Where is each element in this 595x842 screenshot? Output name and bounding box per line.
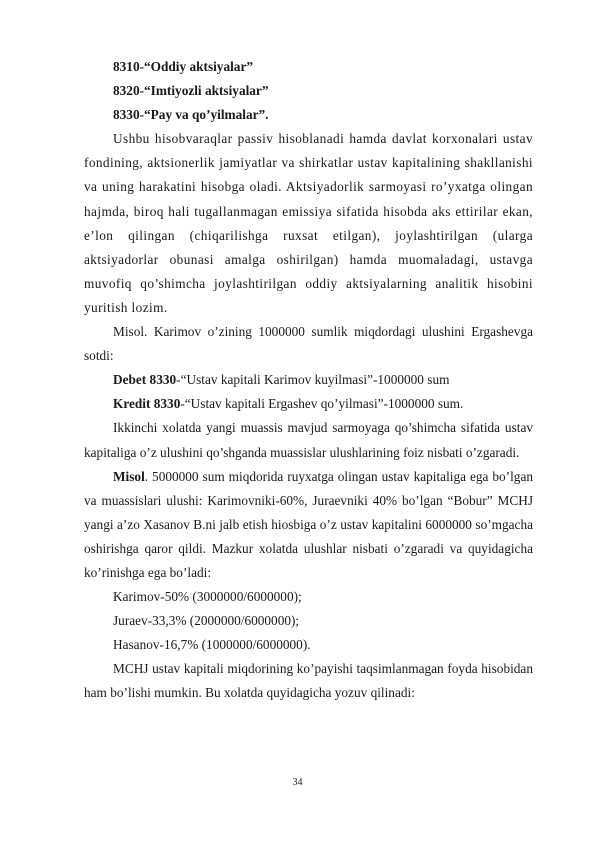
paragraph-example-sale: Misol. Karimov o’zining 1000000 sumlik miqdordagi ulushini Ergashevga sotdi:	[84, 324, 533, 364]
paragraph-profit-increase: MCHJ ustav kapitali miqdorining ko’payishi taqsimlanmagan foyda hisobidan ham bo’lishi mumkin. Bu xolatda quyidagicha yozuv qilinadi:	[84, 661, 533, 701]
share-karimov: Karimov-50% (3000000/6000000);	[113, 589, 302, 605]
share-hasanov: Hasanov-16,7% (1000000/6000000).	[113, 637, 311, 653]
heading-8330: 8330-“Pay va qo’yilmalar”.	[113, 107, 269, 123]
share-juraev: Juraev-33,3% (2000000/6000000);	[113, 613, 300, 629]
document-body	[84, 55, 533, 706]
entry-debit	[84, 368, 533, 392]
entry-credit	[84, 392, 533, 416]
page-number: 34	[292, 777, 303, 788]
credit-text: -“Ustav kapitali Ergashev qo’yilmasi”-1000000 sum.	[180, 396, 464, 412]
paragraph-example-bobur	[84, 465, 533, 585]
credit-label: Kredit 8330	[113, 396, 181, 412]
heading-8310: 8310-“Oddiy aktsiyalar”	[113, 59, 254, 74]
debit-label: Debet 8330	[113, 372, 177, 388]
paragraph-new-founder: Ikkinchi xolatda yangi muassis mavjud sarmoyaga qo’shimcha sifatida ustav kapitaliga o’z ulushini qo’shganda muassislar ulushlarining foiz nisbati o’zgaradi.	[84, 420, 533, 460]
example-label: Misol	[113, 468, 145, 484]
debit-text: -“Ustav kapitali Karimov kuyilmasi”-1000000 sum	[176, 372, 450, 388]
paragraph-accounts-description: Ushbu hisobvaraqlar passiv hisoblanadi hamda davlat korxonalari ustav fondining, aktsionerlik jamiyatlar va shirkatlar ustav kapitalining shakllanishi va uning harakatini hisobga oladi. Aktsiyadorlik sarmoyasi ro’yxatga olingan hajmda, biroq hali tugallanmagan emissiya sifatida hisobda aks ettirilar ekan, e’lon qilingan (chiqarilishga ruxsat etilgan), joylashtirilgan (ularga aktsiyadorlar obunasi amalga oshirilgan) hamda muomaladagi, ustavga muvofiq qo’shimcha joylashtirilgan oddiy aktsiyalarning analitik hisobini yuritish lozim.	[84, 131, 533, 315]
heading-8320: 8320-“Imtiyozli aktsiyalar”	[113, 83, 269, 99]
example-text: . 5000000 sum miqdorida ruyxatga olingan ustav kapitaliga ega bo’lgan va muassislari ulushi: Karimovniki-60%, Juraevniki 40% bo’lgan “Bobur” MCHJ yangi a’zo Xasanov B.ni jalb etish hiosbiga o’z ustav kapitalini 6000000 so’mgacha oshirishga qaror qildi. Mazkur xolatda ulushlar nisbati o’zgaradi va quyidagicha ko’rinishga ega bo’ladi:	[84, 468, 533, 580]
